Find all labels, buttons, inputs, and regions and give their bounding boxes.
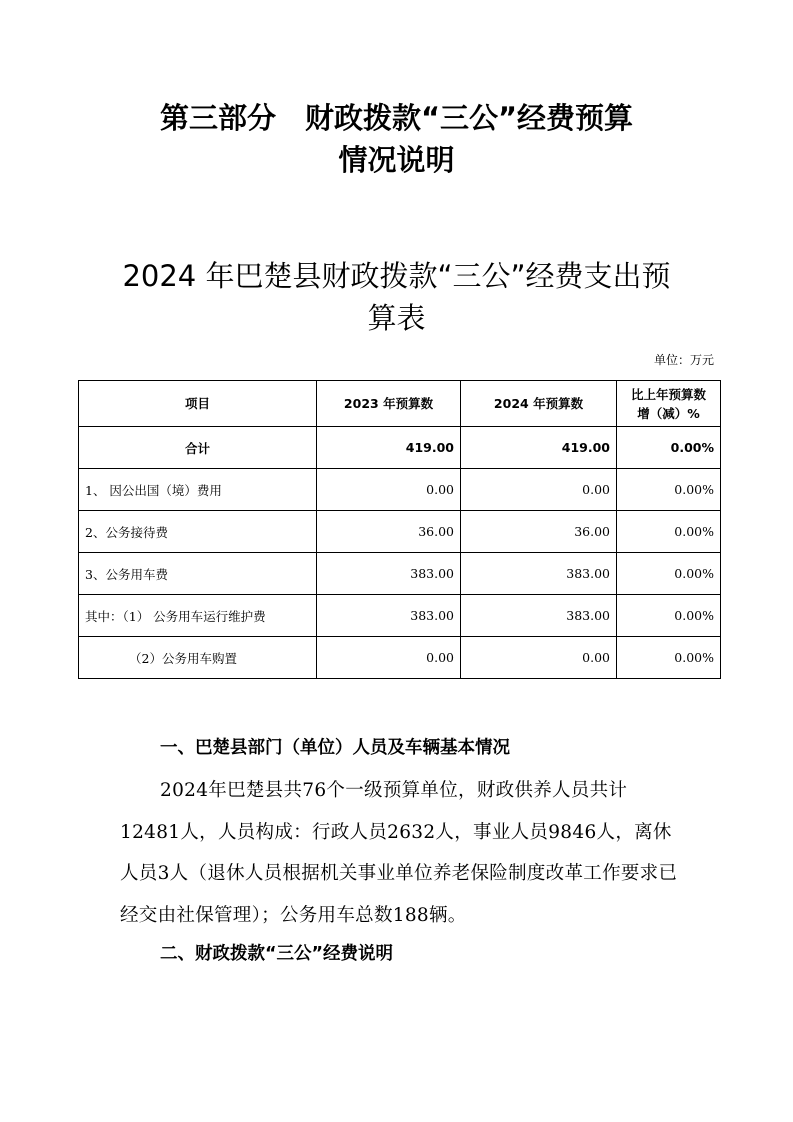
section-paragraph-personnel: 2024年巴楚县共76个一级预算单位，财政供养人员共计12481人，人员构成：行政人员2632人，事业人员9846人，离休人员3人（退休人员根据机关事业单位养老保险制度改革工作要求已经交由社保管理）；公务用车总数188辆。: [120, 780, 678, 926]
section-heading-personnel: 一、巴楚县部门（单位）人员及车辆基本情况: [160, 738, 510, 758]
header-2024-budget: 2024 年预算数: [461, 381, 617, 427]
table-title: 2024 年巴楚县财政拨款“三公”经费支出预: [122, 259, 671, 293]
row-2024-value: 0.00: [461, 637, 617, 679]
row-2023-value: 0.00: [317, 469, 461, 511]
row-item: 3、公务用车费: [79, 553, 317, 595]
row-item: 2、公务接待费: [79, 511, 317, 553]
section-heading-three-public: 二、财政拨款“三公”经费说明: [160, 944, 394, 964]
row-item: 1、 因公出国（境）费用: [79, 469, 317, 511]
part-title: 第三部分 财政拨款“三公”经费预算: [159, 101, 634, 135]
row-change-value: 0.00%: [617, 595, 721, 637]
table-row: [79, 511, 721, 553]
row-change-value: 0.00%: [617, 553, 721, 595]
header-2023-budget: 2023 年预算数: [317, 381, 461, 427]
table-row-total: [79, 427, 721, 469]
row-2024-value: 383.00: [461, 553, 617, 595]
table-row: [79, 553, 721, 595]
row-2024-value: 419.00: [461, 427, 617, 469]
table-row: [79, 637, 721, 679]
row-2023-value: 0.00: [317, 637, 461, 679]
row-2023-value: 383.00: [317, 553, 461, 595]
row-2023-value: 419.00: [317, 427, 461, 469]
row-change-value: 0.00%: [617, 469, 721, 511]
row-change-value: 0.00%: [617, 637, 721, 679]
part-title-continued: 情况说明: [338, 143, 455, 177]
row-2024-value: 0.00: [461, 469, 617, 511]
row-item: 其中：（1） 公务用车运行维护费: [79, 595, 317, 637]
row-change-value: 0.00%: [617, 511, 721, 553]
header-item: 项目: [79, 381, 317, 427]
table-row: [79, 469, 721, 511]
table-title-continued: 算表: [367, 301, 426, 335]
row-item: （2）公务用车购置: [79, 637, 317, 679]
header-change-percent: 比上年预算数 增（减）%: [617, 381, 721, 427]
row-item: 合计: [79, 427, 317, 469]
table-header-row: [79, 381, 721, 427]
row-2024-value: 383.00: [461, 595, 617, 637]
row-change-value: 0.00%: [617, 427, 721, 469]
row-2024-value: 36.00: [461, 511, 617, 553]
row-2023-value: 36.00: [317, 511, 461, 553]
budget-table: [78, 380, 721, 679]
row-2023-value: 383.00: [317, 595, 461, 637]
table-row: [79, 595, 721, 637]
unit-label: 单位：万元: [653, 353, 714, 367]
